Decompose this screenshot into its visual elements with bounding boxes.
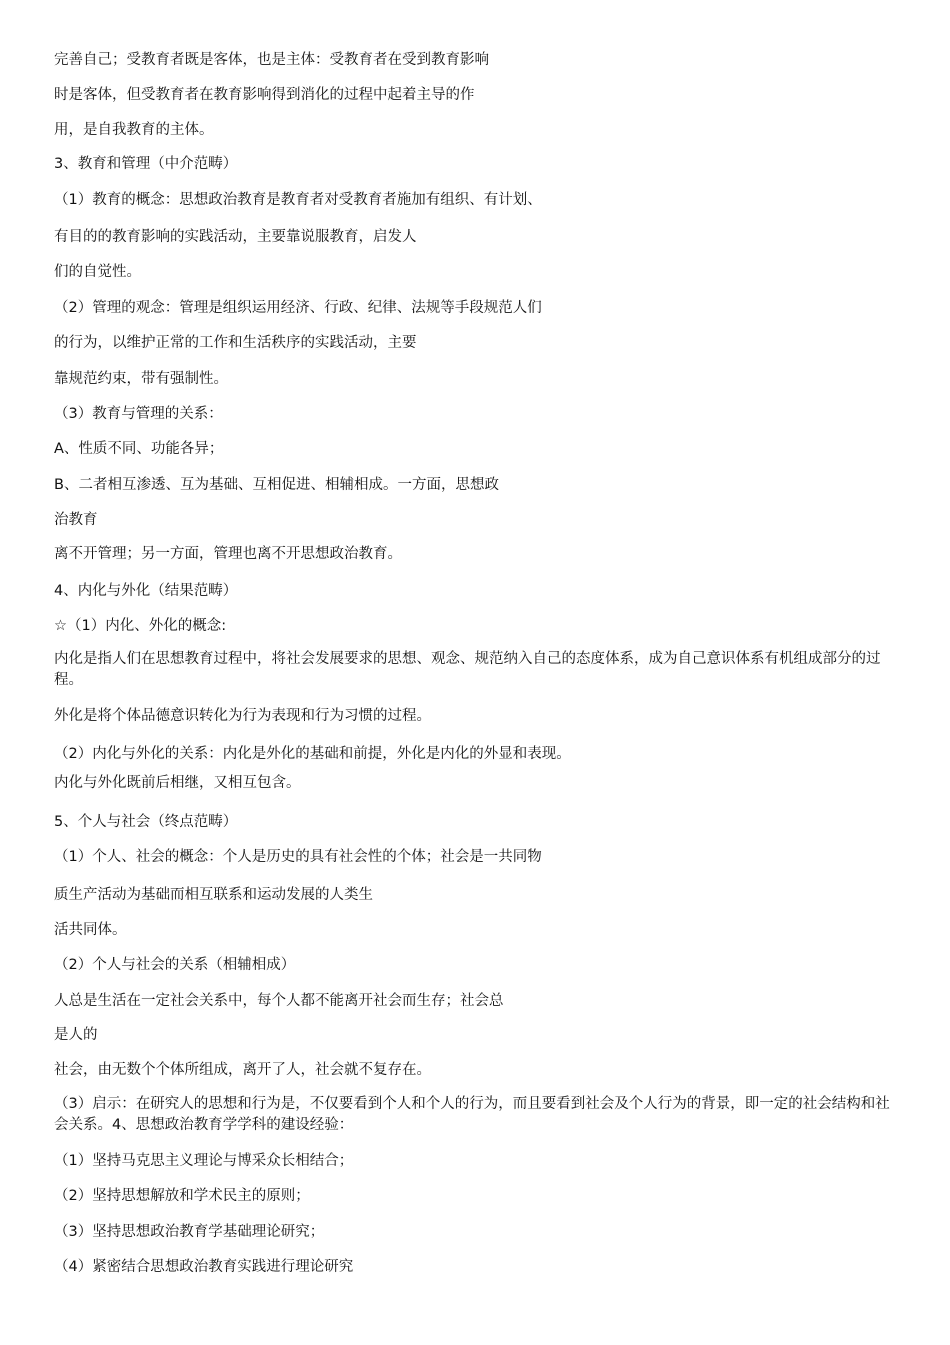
text-paragraph: 内化是指人们在思想教育过程中，将社会发展要求的思想、观念、规范纳入自己的态度体系，成为自己意识体系有机组成部分的过程。	[54, 651, 881, 688]
text-line: ☆（1）内化、外化的概念:	[54, 618, 227, 634]
list-item: （2）坚持思想解放和学术民主的原则；	[54, 1188, 310, 1204]
text-line: 完善自己；受教育者既是客体，也是主体：受教育者在受到教育影响	[54, 52, 489, 68]
list-item: （4）紧密结合思想政治教育实践进行理论研究	[54, 1259, 354, 1275]
text-line: 离不开管理；另一方面，管理也离不开思想政治教育。	[54, 546, 402, 562]
text-line: 有目的的教育影响的实践活动，主要靠说服教育，启发人	[54, 229, 417, 245]
section-heading: 5、个人与社会（终点范畴）	[54, 814, 238, 830]
list-item: （1）坚持马克思主义理论与博采众长相结合；	[54, 1153, 354, 1169]
list-item: （3）坚持思想政治教育学基础理论研究；	[54, 1224, 325, 1240]
text-line: 治教育	[54, 512, 98, 528]
text-line: （1）个人、社会的概念：个人是历史的具有社会性的个体；社会是一共同物	[54, 849, 542, 865]
text-line: （1）教育的概念：思想政治教育是教育者对受教育者施加有组织、有计划、	[54, 192, 542, 208]
text-line: 们的自觉性。	[54, 264, 141, 280]
text-line: 内化与外化既前后相继，又相互包含。	[54, 775, 301, 791]
text-line: 的行为，以维护正常的工作和生活秩序的实践活动，主要	[54, 335, 417, 351]
section-heading: 3、教育和管理（中介范畴）	[54, 156, 238, 172]
text-line: 外化是将个体品德意识转化为行为表现和行为习惯的过程。	[54, 708, 431, 724]
text-line: （3）教育与管理的关系：	[54, 406, 223, 422]
text-line: （2）内化与外化的关系：内化是外化的基础和前提，外化是内化的外显和表现。	[54, 746, 571, 762]
text-line: 靠规范约束，带有强制性。	[54, 371, 228, 387]
text-line: 时是客体，但受教育者在教育影响得到消化的过程中起着主导的作	[54, 87, 475, 103]
text-line: A、性质不同、功能各异；	[54, 441, 224, 457]
text-line: 社会，由无数个个体所组成，离开了人，社会就不复存在。	[54, 1062, 431, 1078]
text-line: 是人的	[54, 1027, 98, 1043]
text-line: （2）管理的观念：管理是组织运用经济、行政、纪律、法规等手段规范人们	[54, 300, 542, 316]
text-line: 质生产活动为基础而相互联系和运动发展的人类生	[54, 887, 373, 903]
text-line: 人总是生活在一定社会关系中，每个人都不能离开社会而生存；社会总	[54, 993, 504, 1009]
text-line: （2）个人与社会的关系（相辅相成）	[54, 957, 296, 973]
text-line: B、二者相互渗透、互为基础、互相促进、相辅相成。一方面，思想政	[54, 477, 499, 493]
text-line: 活共同体。	[54, 922, 127, 938]
text-paragraph: （3）启示：在研究人的思想和行为是，不仅要看到个人和个人的行为，而且要看到社会及个人行为的背景，即一定的社会结构和社会关系。4、思想政治教育学学科的建设经验：	[54, 1096, 890, 1133]
text-line: 用，是自我教育的主体。	[54, 122, 214, 138]
section-heading: 4、内化与外化（结果范畴）	[54, 583, 238, 599]
